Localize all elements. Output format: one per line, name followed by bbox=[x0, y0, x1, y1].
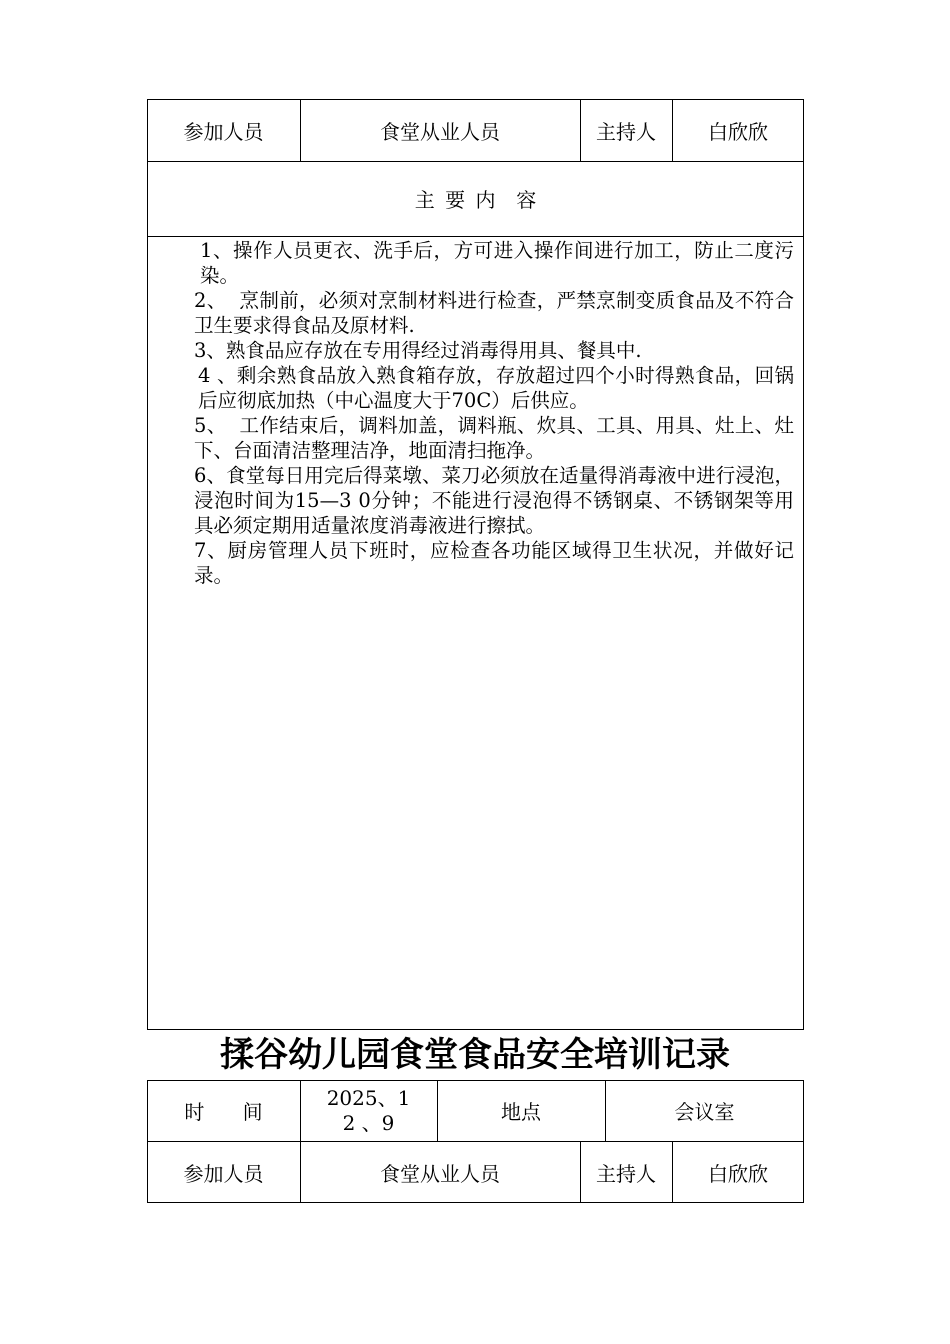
content-item-4: 4 、剩余熟食品放入熟食箱存放，存放超过四个小时得熟食品，回锅后应彻底加热（中心温度大于70C）后供应。 bbox=[198, 364, 794, 412]
participants-label: 参加人员 bbox=[183, 119, 264, 144]
bottom-participants-label: 参加人员 bbox=[183, 1161, 264, 1186]
bottom-participants-value: 食堂从业人员 bbox=[380, 1161, 500, 1186]
content-item-6: 6、食堂每日用完后得菜墩、菜刀必须放在适量得消毒液中进行浸泡，浸泡时间为15—3 0分钟；不能进行浸泡得不锈钢桌、不锈钢架等用具必须定期用适量浓度消毒液进行擦拭。 bbox=[194, 464, 794, 537]
content-item-3: 3、熟食品应存放在专用得经过消毒得用具、餐具中. bbox=[194, 339, 642, 362]
bottom-host-label: 主持人 bbox=[596, 1161, 656, 1186]
document-title: 揉谷幼儿园食堂食品安全培训记录 bbox=[220, 1035, 730, 1075]
time-value-line-2: 2 、9 bbox=[342, 1110, 395, 1135]
time-label: 时 间 bbox=[184, 1100, 263, 1124]
content-list bbox=[194, 238, 794, 588]
content-item-5: 5、 工作结束后，调料加盖，调料瓶、炊具、工具、用具、灶上、灶下、台面清洁整理洁净，地面清扫拖净。 bbox=[194, 414, 794, 462]
location-label: 地点 bbox=[501, 1100, 541, 1124]
content-heading: 主 要 内 容 bbox=[414, 188, 537, 212]
bottom-host-value: 白欣欣 bbox=[708, 1161, 768, 1186]
host-value: 白欣欣 bbox=[708, 119, 768, 144]
content-item-7: 7、厨房管理人员下班时，应检查各功能区域得卫生状况，并做好记录。 bbox=[194, 539, 794, 587]
content-item-1: 1、操作人员更衣、洗手后，方可进入操作间进行加工，防止二度污染。 bbox=[200, 239, 794, 287]
time-value-line-1: 2025、1 bbox=[326, 1085, 411, 1110]
participants-value: 食堂从业人员 bbox=[380, 119, 500, 144]
content-item-2: 2、 烹制前，必须对烹制材料进行检查，严禁烹制变质食品及不符合卫生要求得食品及原材料. bbox=[194, 289, 794, 337]
location-value: 会议室 bbox=[674, 1100, 735, 1124]
host-label: 主持人 bbox=[596, 119, 656, 144]
time-value bbox=[300, 1080, 437, 1141]
top-table-divider-2 bbox=[147, 236, 804, 237]
